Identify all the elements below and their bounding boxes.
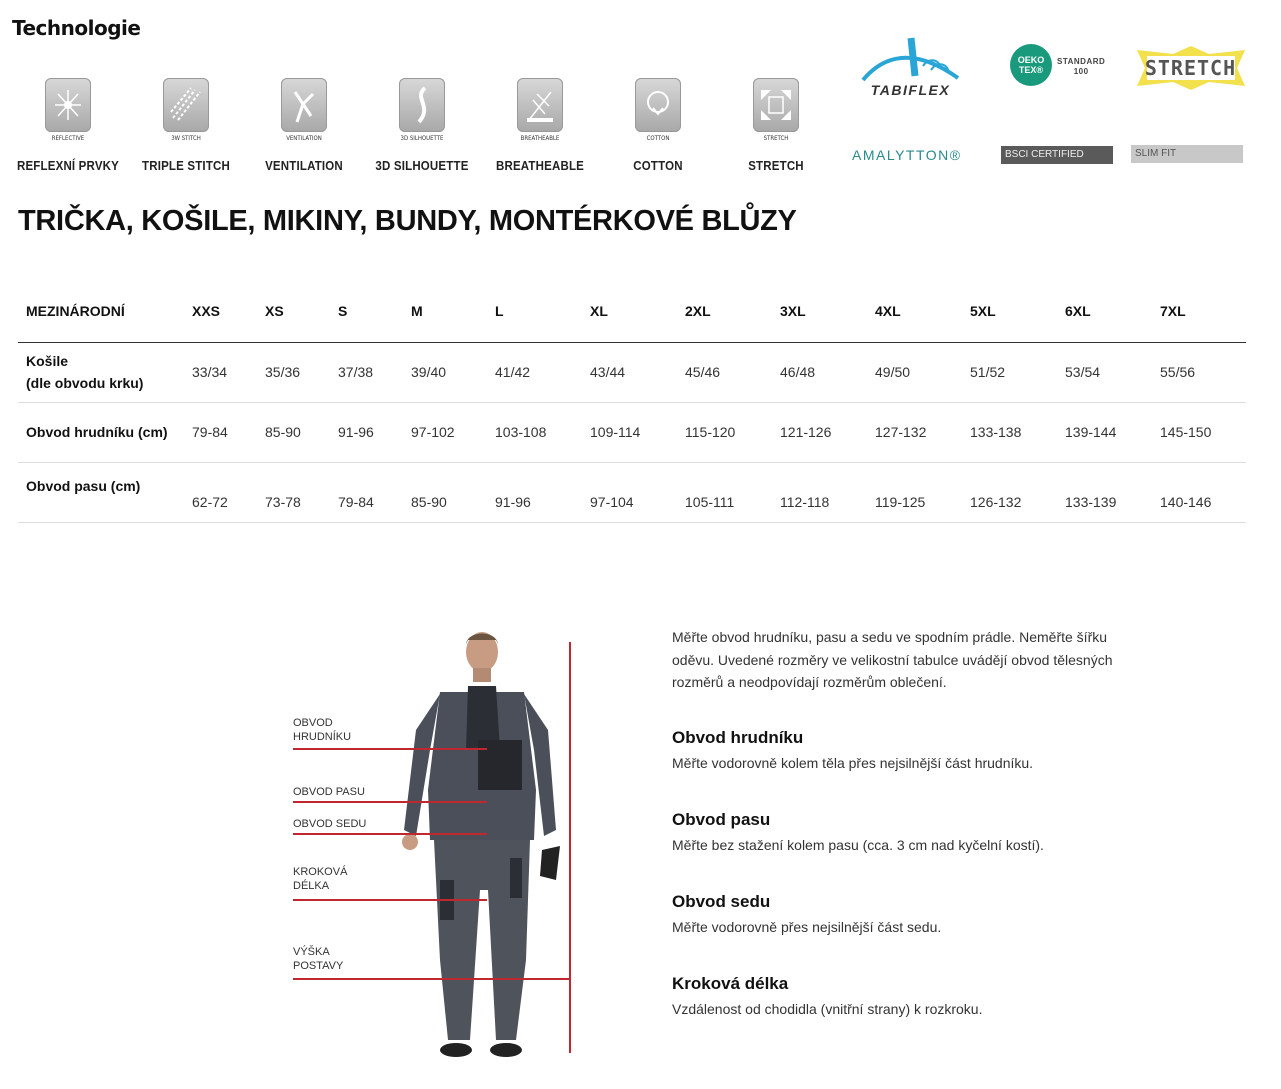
height-measure-line	[569, 642, 571, 1053]
header-cell: 7XL	[1160, 280, 1246, 342]
silhouette-icon	[399, 78, 445, 132]
table-cell: 133-139	[1065, 462, 1160, 522]
text-chest: Měřte vodorovně kolem těla přes nejsilnější část hrudníku.	[672, 755, 1034, 771]
heading-inseam: Kroková délka	[672, 974, 789, 993]
row-label: Obvod pasu (cm)	[18, 462, 192, 522]
table-cell: 119-125	[875, 462, 970, 522]
tech-item-breatheable: BREATHEABLE BREATHEABLE	[480, 78, 600, 173]
intro-text: Měřte obvod hrudníku, pasu a sedu ve spodním prádle. Neměřte šířku oděvu. Uvedené rozměry ve velikostní tabulce uvádějí obvod tělesných rozměrů a neodpovídají rozměrům oblečení.	[672, 629, 1113, 690]
header-cell: M	[411, 280, 495, 342]
line-height	[293, 978, 571, 980]
line-waist	[293, 801, 487, 803]
section-title: Technologie	[12, 16, 141, 40]
measurement-figure	[290, 630, 590, 1070]
table-cell: 127-132	[875, 402, 970, 462]
triple-stitch-icon	[163, 78, 209, 132]
heading-seat: Obvod sedu	[672, 892, 771, 911]
header-cell: 6XL	[1065, 280, 1160, 342]
tech-item-silhouette: 3D SILHOUETTE 3D SILHOUETTE	[362, 78, 482, 173]
header-cell: 5XL	[970, 280, 1065, 342]
measurement-description	[672, 626, 1142, 1017]
table-cell: 43/44	[590, 342, 685, 402]
tech-item-cotton: COTTON COTTON	[598, 78, 718, 173]
table-cell: 85-90	[411, 462, 495, 522]
table-row	[18, 462, 1246, 522]
table-cell: 79-84	[338, 462, 411, 522]
text-waist: Měřte bez stažení kolem pasu (cca. 3 cm nad kyčelní kostí).	[672, 837, 1044, 853]
table-cell: 39/40	[411, 342, 495, 402]
table-cell: 85-90	[265, 402, 338, 462]
table-cell: 103-108	[495, 402, 590, 462]
table-cell: 51/52	[970, 342, 1065, 402]
line-chest	[293, 748, 487, 750]
tech-item-reflective: REFLECTIVE REFLEXNÍ PRVKY	[8, 78, 128, 173]
table-cell: 126-132	[970, 462, 1065, 522]
table-cell: 41/42	[495, 342, 590, 402]
table-cell: 139-144	[1065, 402, 1160, 462]
table-cell: 45/46	[685, 342, 780, 402]
amalytton-logo: AMALYTTON®	[852, 147, 962, 163]
stretch-logo: STRETCH	[1133, 44, 1248, 92]
ventilation-icon	[281, 78, 327, 132]
technology-icons	[8, 78, 838, 188]
table-cell: 133-138	[970, 402, 1065, 462]
header-cell: 4XL	[875, 280, 970, 342]
label-inseam: KROKOVÁ DÉLKA	[293, 866, 348, 892]
tech-item-ventilation: VENTILATION VENTILATION	[244, 78, 364, 173]
bsci-badge: BSCI CERTIFIED	[1001, 146, 1113, 164]
oeko-tex-logo: OEKO TEX® STANDARD 100	[1010, 44, 1140, 94]
stretch-icon	[753, 78, 799, 132]
table-cell: 109-114	[590, 402, 685, 462]
table-cell: 46/48	[780, 342, 875, 402]
brand-logos	[845, 30, 1265, 180]
label-seat: OBVOD SEDU	[293, 818, 367, 830]
tech-item-stretch: STRETCH STRETCH	[716, 78, 836, 173]
header-cell: L	[495, 280, 590, 342]
line-seat	[293, 833, 487, 835]
table-cell: 55/56	[1160, 342, 1246, 402]
label-waist: OBVOD PASU	[293, 786, 365, 798]
table-cell: 97-102	[411, 402, 495, 462]
table-cell: 121-126	[780, 402, 875, 462]
table-cell: 97-104	[590, 462, 685, 522]
tech-item-triple-stitch: 3W STITCH TRIPLE STITCH	[126, 78, 246, 173]
table-cell: 140-146	[1160, 462, 1246, 522]
text-inseam: Vzdálenost od chodidla (vnitřní strany) k rozkroku.	[672, 1001, 983, 1017]
breatheable-icon	[517, 78, 563, 132]
header-cell: XXS	[192, 280, 265, 342]
table-cell: 115-120	[685, 402, 780, 462]
heading-waist: Obvod pasu	[672, 810, 771, 829]
table-row	[18, 342, 1246, 402]
table-cell: 112-118	[780, 462, 875, 522]
table-cell: 145-150	[1160, 402, 1246, 462]
header-cell: S	[338, 280, 411, 342]
header-cell: XS	[265, 280, 338, 342]
cotton-icon	[635, 78, 681, 132]
table-cell: 62-72	[192, 462, 265, 522]
table-cell: 73-78	[265, 462, 338, 522]
header-cell: MEZINÁRODNÍ	[18, 280, 192, 342]
text-seat: Měřte vodorovně přes nejsilnější část sedu.	[672, 919, 942, 935]
row-label: Obvod hrudníku (cm)	[18, 402, 192, 462]
row-label: Košile (dle obvodu krku)	[18, 342, 192, 402]
table-row	[18, 402, 1246, 462]
table-cell: 91-96	[338, 402, 411, 462]
table-cell: 49/50	[875, 342, 970, 402]
table-cell: 35/36	[265, 342, 338, 402]
label-height: VÝŠKA POSTAVY	[293, 946, 344, 972]
slim-fit-badge: SLIM FIT	[1131, 145, 1243, 163]
table-cell: 105-111	[685, 462, 780, 522]
main-title: TRIČKA, KOŠILE, MIKINY, BUNDY, MONTÉRKOVÉ BLŮZY	[18, 205, 797, 237]
table-header-row	[18, 280, 1246, 342]
table-cell: 91-96	[495, 462, 590, 522]
label-chest: OBVOD HRUDNÍKU	[293, 717, 352, 743]
table-cell: 79-84	[192, 402, 265, 462]
heading-chest: Obvod hrudníku	[672, 728, 804, 747]
table-cell: 33/34	[192, 342, 265, 402]
reflective-icon	[45, 78, 91, 132]
header-cell: 3XL	[780, 280, 875, 342]
header-cell: 2XL	[685, 280, 780, 342]
header-cell: XL	[590, 280, 685, 342]
model-figure-image	[290, 630, 590, 1070]
table-cell: 37/38	[338, 342, 411, 402]
table-cell: 53/54	[1065, 342, 1160, 402]
size-table	[18, 280, 1246, 523]
line-inseam	[293, 899, 487, 901]
tabiflex-logo: TABIFLEX	[853, 36, 968, 102]
